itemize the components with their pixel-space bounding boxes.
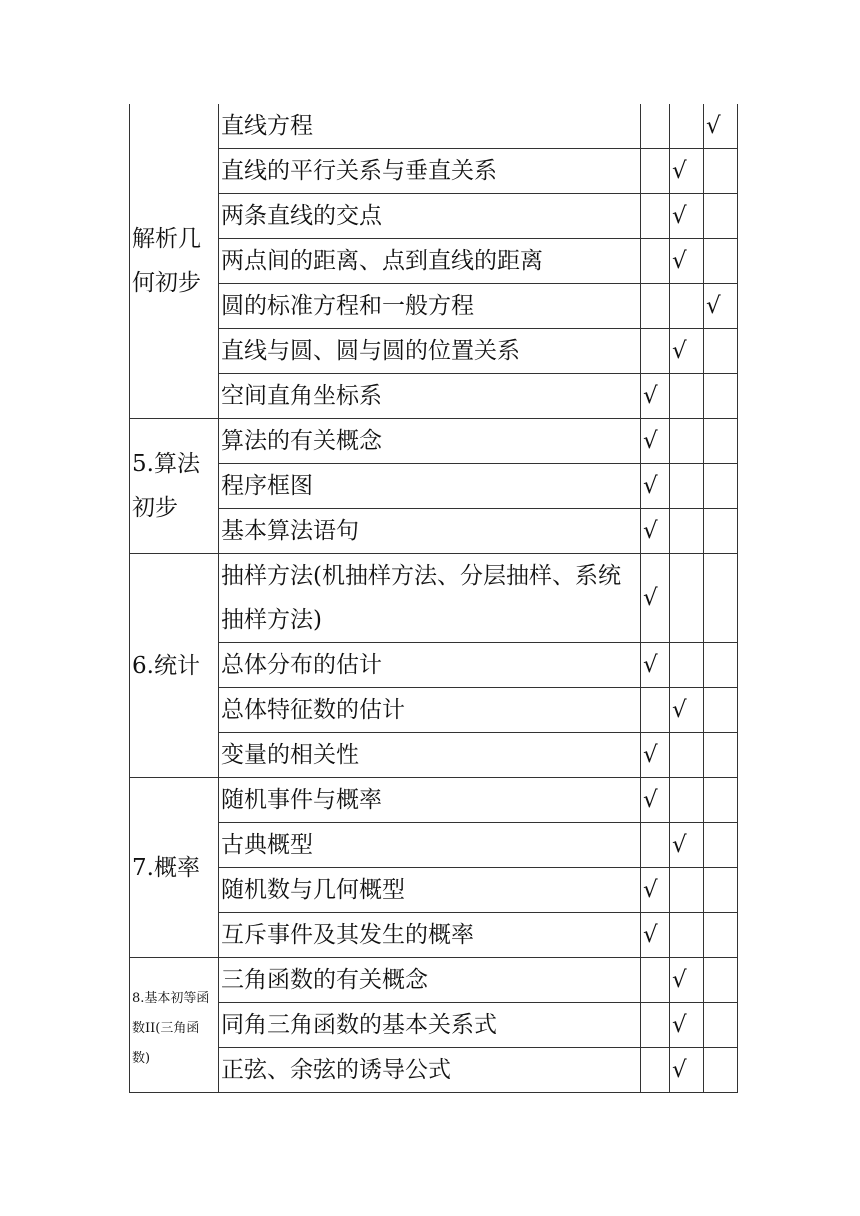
level-c-mark [704, 958, 738, 1003]
level-a-mark [641, 284, 670, 329]
table-row [130, 913, 738, 958]
level-b-mark [670, 104, 704, 149]
level-b-mark: √ [670, 958, 704, 1003]
content-cell: 古典概型 [219, 823, 641, 868]
content-cell: 随机事件与概率 [219, 778, 641, 823]
level-b-mark: √ [670, 239, 704, 284]
level-a-mark [641, 688, 670, 733]
table-row [130, 329, 738, 374]
topic-cell: 解析几何初步 [130, 104, 219, 419]
table-row [130, 688, 738, 733]
level-b-mark [670, 643, 704, 688]
content-cell: 程序框图 [219, 464, 641, 509]
level-a-mark [641, 823, 670, 868]
table-row [130, 194, 738, 239]
level-b-mark [670, 464, 704, 509]
level-c-mark [704, 778, 738, 823]
level-b-mark: √ [670, 1048, 704, 1093]
level-b-mark [670, 374, 704, 419]
content-cell: 直线方程 [219, 104, 641, 149]
level-c-mark [704, 464, 738, 509]
level-c-mark [704, 643, 738, 688]
level-b-mark [670, 554, 704, 643]
level-c-mark [704, 1048, 738, 1093]
content-cell: 直线与圆、圆与圆的位置关系 [219, 329, 641, 374]
level-a-mark [641, 104, 670, 149]
level-c-mark [704, 733, 738, 778]
level-c-mark [704, 239, 738, 284]
table-row [130, 1048, 738, 1093]
level-b-mark: √ [670, 1003, 704, 1048]
table-row [130, 643, 738, 688]
content-cell: 算法的有关概念 [219, 419, 641, 464]
level-a-mark: √ [641, 868, 670, 913]
content-cell: 随机数与几何概型 [219, 868, 641, 913]
level-c-mark: √ [704, 104, 738, 149]
content-cell: 正弦、余弦的诱导公式 [219, 1048, 641, 1093]
table-row [130, 149, 738, 194]
level-c-mark [704, 913, 738, 958]
content-cell: 同角三角函数的基本关系式 [219, 1003, 641, 1048]
content-cell: 两条直线的交点 [219, 194, 641, 239]
level-c-mark [704, 509, 738, 554]
level-b-mark [670, 509, 704, 554]
level-b-mark [670, 419, 704, 464]
content-cell: 抽样方法(机抽样方法、分层抽样、系统抽样方法) [219, 554, 641, 643]
content-cell: 空间直角坐标系 [219, 374, 641, 419]
table-row [130, 239, 738, 284]
level-c-mark [704, 149, 738, 194]
table-row [130, 419, 738, 464]
level-a-mark [641, 1003, 670, 1048]
level-a-mark: √ [641, 419, 670, 464]
content-cell: 变量的相关性 [219, 733, 641, 778]
table-row [130, 958, 738, 1003]
level-b-mark: √ [670, 149, 704, 194]
topic-cell: 5.算法初步 [130, 419, 219, 554]
table-row [130, 509, 738, 554]
level-a-mark [641, 149, 670, 194]
level-a-mark: √ [641, 778, 670, 823]
level-a-mark: √ [641, 464, 670, 509]
table-row [130, 778, 738, 823]
level-b-mark: √ [670, 194, 704, 239]
level-a-mark: √ [641, 374, 670, 419]
level-a-mark [641, 239, 670, 284]
content-cell: 总体分布的估计 [219, 643, 641, 688]
level-c-mark: √ [704, 284, 738, 329]
level-c-mark [704, 868, 738, 913]
level-a-mark: √ [641, 554, 670, 643]
content-cell: 互斥事件及其发生的概率 [219, 913, 641, 958]
level-a-mark [641, 329, 670, 374]
table-row [130, 733, 738, 778]
level-c-mark [704, 194, 738, 239]
content-cell: 三角函数的有关概念 [219, 958, 641, 1003]
level-c-mark [704, 374, 738, 419]
content-cell: 基本算法语句 [219, 509, 641, 554]
table-row [130, 374, 738, 419]
level-b-mark: √ [670, 329, 704, 374]
level-b-mark: √ [670, 823, 704, 868]
table-row [130, 284, 738, 329]
level-c-mark [704, 823, 738, 868]
level-a-mark: √ [641, 643, 670, 688]
table-row [130, 464, 738, 509]
level-c-mark [704, 554, 738, 643]
content-cell: 圆的标准方程和一般方程 [219, 284, 641, 329]
table-row [130, 868, 738, 913]
content-cell: 两点间的距离、点到直线的距离 [219, 239, 641, 284]
table-row [130, 823, 738, 868]
level-b-mark [670, 284, 704, 329]
content-cell: 总体特征数的估计 [219, 688, 641, 733]
level-b-mark [670, 778, 704, 823]
table-row [130, 554, 738, 643]
topic-cell: 8.基本初等函数II(三角函数) [130, 958, 219, 1093]
level-a-mark [641, 1048, 670, 1093]
level-a-mark: √ [641, 913, 670, 958]
level-c-mark [704, 419, 738, 464]
level-b-mark [670, 913, 704, 958]
topic-cell: 6.统计 [130, 554, 219, 778]
table-row [130, 104, 738, 149]
level-c-mark [704, 688, 738, 733]
level-a-mark [641, 958, 670, 1003]
topic-cell: 7.概率 [130, 778, 219, 958]
level-c-mark [704, 1003, 738, 1048]
content-cell: 直线的平行关系与垂直关系 [219, 149, 641, 194]
level-a-mark: √ [641, 733, 670, 778]
level-a-mark: √ [641, 509, 670, 554]
table-row [130, 1003, 738, 1048]
syllabus-table [129, 104, 738, 1093]
level-b-mark [670, 733, 704, 778]
level-a-mark [641, 194, 670, 239]
level-b-mark [670, 868, 704, 913]
level-b-mark: √ [670, 688, 704, 733]
level-c-mark [704, 329, 738, 374]
